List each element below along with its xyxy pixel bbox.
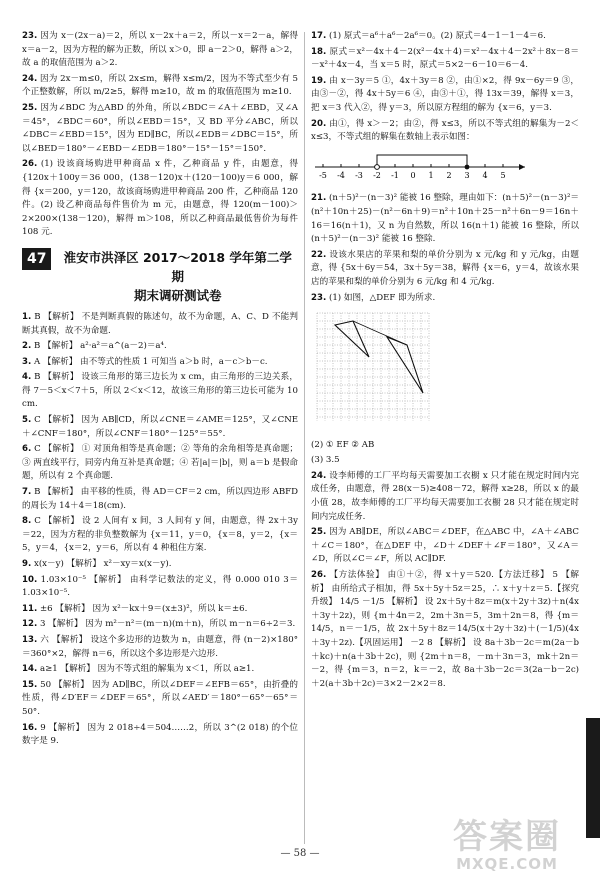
answer-item	[22, 311, 298, 338]
triangle-grid	[311, 309, 461, 429]
item-number: 24.	[311, 470, 327, 481]
answer-item	[22, 618, 298, 632]
answer-item	[311, 249, 579, 290]
item-text: 设该水果店的苹果和梨的单价分别为 x 元/kg 和 y 元/kg，由题意，得 {5x＋6y＝54，3x＋5y＝38，解得 {x＝6，y＝4，故该水果店的苹果和梨的单价分别为 6 元/kg 和 4 元/kg.	[311, 249, 579, 287]
watermark-main: 答案圈	[453, 817, 561, 857]
item-number: 25.	[22, 102, 38, 113]
item-text: (1) 如图，△DEF 即为所求.	[328, 292, 436, 303]
triangle-abc	[335, 321, 369, 357]
item-number: 14.	[22, 664, 38, 675]
item-number: 2.	[22, 341, 32, 352]
item-text: 设李师傅的工厂平均每天需要加工衣橱 x 只才能在规定时间内完成任务，由题意，得 28(x－5)≥408－72，解得 x≥28，所以 x 的最小值 28，故李师傅的工厂平均每天需要加工衣橱 28 只才能在规定时间内完成任务.	[311, 470, 579, 522]
item-text: C 【解析】 ① 对顶角相等是真命题；② 等角的余角相等是真命题；③ 两直线平行，同旁内角互补是真命题；④ 若|a|＝|b|，则 a＝b 是假命题，所以有 2 个真命题.	[22, 444, 298, 482]
item-text: 因为 AB∥DE，所以∠ABC＝∠DEF，在△ABC 中，∠A＋∠ABC＋∠C＝180°，在△DEF 中，∠D＋∠DEF＋∠F＝180°，又∠A＝∠D，所以∠C＝∠F，所以 AC∥DF.	[311, 527, 580, 565]
item-number: 15.	[22, 679, 38, 690]
answer-item	[22, 340, 298, 354]
item-text: 50 【解析】 因为 AD∥BC，所以∠DEF＝∠EFB＝65°，由折叠的性质，得∠D′EF＝∠DEF＝65°，所以∠AED′＝180°－65°－65°＝50°.	[22, 679, 298, 717]
item-number: 19.	[311, 75, 327, 86]
item-text: A 【解析】 由不等式的性质 1 可知当 a＞b 时，a－c＞b－c.	[33, 356, 268, 367]
item-number: 7.	[22, 487, 32, 498]
right-items-a	[311, 30, 579, 145]
item-text: 因为 2x－m≤0，所以 2x≤m，解得 x≤m/2，因为不等式至少有 5 个正整数解，所以 m/2≥5，解得 m≥10，故 m 的取值范围为 m≥10.	[22, 73, 298, 98]
item-number: 26.	[22, 159, 38, 170]
item-number: 21.	[311, 193, 327, 204]
section-number: 47	[22, 248, 51, 270]
tick-label: -4	[337, 170, 345, 180]
number-line-figure	[311, 149, 579, 189]
answer-item	[311, 569, 579, 691]
item-number: 25.	[311, 527, 327, 538]
item-number: 4.	[22, 372, 32, 383]
item-number: 17.	[311, 31, 327, 41]
section-title-line2: 期末调研测试卷	[133, 287, 222, 303]
item-text: a≥1 【解析】 因为不等式组的解集为 x＜1，所以 a≥1.	[39, 664, 255, 675]
item-number: 1.	[22, 311, 32, 322]
answer-item	[22, 634, 298, 661]
tick-label: 2	[446, 170, 452, 180]
answer-item	[311, 118, 579, 145]
tick-label: 1	[428, 170, 434, 180]
answer-item	[22, 414, 298, 441]
number-line	[311, 149, 531, 183]
item-text: (2) ① EF ② AB	[311, 439, 375, 450]
item-number: 22.	[311, 249, 327, 260]
item-text: (n＋5)²－(n－3)² 能被 16 整除，理由如下：(n＋5)²－(n－3)²＝(n²＋10n＋25)－(n²－6n＋9)＝n²＋10n＋25－n²＋6n－9＝16n＋16＝16(n＋1)，又 n 为自然数，所以 16(n＋1) 能被 16 整除，所以 (n＋5)²－(n－3)² 能被 16 整除.	[311, 193, 579, 245]
open-endpoint	[375, 164, 380, 169]
column-divider	[304, 32, 305, 844]
item-number: 10.	[22, 574, 38, 585]
item-text: C 【解析】 设 2 人间有 x 间，3 人间有 y 间，由题意，得 2x＋3y＝22，因为方程的非负整数解为 {x＝11，y＝0，{x＝8，y＝2，{x＝5，y＝4，{x＝2，y＝6，所以有 4 种租住方案.	[22, 516, 299, 554]
item-number: 23.	[311, 292, 327, 303]
answer-item	[311, 75, 579, 116]
item-number: 18.	[311, 46, 327, 57]
item-text: 因为 x－(2x－a)＝2，所以 x－2x＋a＝2，所以－x＝2－a，解得 x＝a－2，因为方程的解为正数，所以 x＞0，即 a－2＞0，解得 a＞2，故 a 的取值范围为 a＞2.	[22, 31, 298, 69]
answer-item	[22, 30, 298, 71]
item-text: 因为∠BDC 为△ABD 的外角，所以∠BDC＝∠A＋∠EBD，又∠A＝45°，∠BDC＝60°，所以∠EBD＝15°，又 BD 平分∠ABC，所以∠DBC＝∠EBD＝15°，因为 ED∥BC，所以∠EDB＝∠DBC＝15°，所以∠BED＝180°－∠EBD－∠EDB＝180°－15°－15°＝150°.	[22, 102, 298, 154]
answer-item	[22, 558, 298, 572]
left-column	[22, 30, 298, 751]
item-number: 11.	[22, 603, 38, 614]
closed-endpoint	[465, 164, 470, 169]
watermark-logo	[432, 818, 582, 874]
item-text: 原式＝x²－4x＋4－2(x²－4x＋4)＝x²－4x＋4－2x²＋8x－8＝－x²＋4x－4，当 x＝5 时，原式＝5×2－6－10＝6－4.	[311, 46, 580, 71]
axis-arrow	[519, 164, 525, 170]
item-number: 3.	[22, 356, 32, 367]
page-number: — 58 —	[280, 848, 320, 859]
right-items-c	[311, 439, 579, 692]
tick-label: 0	[410, 170, 416, 180]
answer-item	[311, 30, 579, 44]
item-text: 1.03×10⁻⁵ 【解析】 由科学记数法的定义，得 0.000 010 3＝1.03×10⁻⁵.	[22, 574, 298, 599]
answer-item	[22, 603, 298, 617]
item-text: 由①，得 x＞－2；由②，得 x≤3，所以不等式组的解集为－2＜x≤3，不等式组的解集在数轴上表示如图：	[311, 118, 580, 143]
item-text: B 【解析】 设该三角形的第三边长为 x cm，由三角形的三边关系，得 7－5＜x＜7＋5，所以 2＜x＜12，故该三角形的第三边长可能为 10 cm.	[22, 372, 298, 410]
answer-item	[311, 470, 579, 524]
item-text: 【方法体验】 由①＋②，得 x＋y＝520.【方法迁移】 5 【解析】 由所给式子相加，得 5x＋5y＋5z＝25，∴ x＋y＋z＝5.【探究升级】 14/5 －1/5 【解析】 设 2x＋5y＋8z＝m(x＋2y＋3z)＋n(4x＋3y＋2z)，则 {m＋4n＝2，2m＋3n＝5，3m＋2n＝8，得 {m＝14/5，n＝－1/5，故 2x＋5y＋8z＝14/5(x＋2y＋3z)＋(－1/5)(4x＋3y＋2z).【巩固运用】 －2 8 【解析】 设 8a＋3b－2c＝m(2a－b＋kc)＋n(a＋3b＋2c)，则 {2m＋n＝8，－m＋3n＝3，mk＋2n＝－2，得 {m＝3，n＝2，k＝－2，故 8a＋3b－2c＝3(2a－b－2c)＋2(a＋3b＋2c)＝3×2－2×2＝8.	[311, 570, 580, 689]
tick-label: -3	[355, 170, 363, 180]
grid-figure	[311, 309, 579, 435]
translation-line	[353, 321, 407, 345]
item-text: 9 【解析】 因为 2 018÷4＝504……2，所以 3^(2 018) 的个位数字是 9.	[22, 722, 298, 747]
item-text: 由 x－3y＝5 ①，4x＋3y＝8 ②，由①×2，得 9x－6y＝9 ③，由③－②，得 4x＋5y＝6 ④，由③＋①，得 13x＝39，解得 x＝3，把 x＝3 代入②，得 y＝3，所以原方程组的解为 {x＝6，y＝3.	[311, 75, 579, 113]
answer-item	[22, 443, 298, 484]
tick-label: -5	[319, 170, 327, 180]
item-number: 20.	[311, 118, 327, 129]
answer-item	[311, 526, 579, 567]
item-text: (1) 原式＝a⁶＋a⁶－2a⁶＝0。(2) 原式＝4－1－1－4＝6.	[328, 31, 546, 41]
item-number: 9.	[22, 559, 32, 569]
answer-item	[22, 356, 298, 370]
left-top-items	[22, 30, 298, 240]
answer-item	[22, 722, 298, 749]
triangle-def	[387, 337, 423, 393]
answer-item	[22, 663, 298, 677]
item-number: 26.	[311, 570, 327, 581]
answer-item	[311, 46, 579, 73]
side-tab	[586, 718, 600, 838]
answer-item	[22, 73, 298, 100]
answer-item	[311, 192, 579, 246]
section-title-line1: 淮安市洪泽区 2017～2018 学年第二学期	[63, 249, 292, 284]
tick-label: 5	[500, 170, 506, 180]
answer-item	[22, 515, 298, 556]
item-number: 13.	[22, 634, 38, 645]
answer-item	[22, 102, 298, 156]
answer-item	[22, 486, 298, 513]
answer-item	[22, 158, 298, 240]
item-number: 12.	[22, 619, 38, 630]
answer-item	[311, 292, 579, 306]
item-text: (1) 设该商场购进甲种商品 x 件，乙种商品 y 件，由题意，得 {120x＋100y＝36 000，(138－120)x＋(120－100)y＝6 000，解得 {x＝200，y＝120，故该商场购进甲种商品 200 件，乙种商品 120 件。(2) 设乙种商品每件售价为 m 元，由题意，得 120(m－100)＞2×200×(138－120)，解得 m＞108，所以乙种商品最低售价为每件 108 元.	[22, 159, 298, 238]
solution-range	[377, 155, 467, 167]
item-number: 23.	[22, 31, 38, 41]
answer-item	[311, 454, 579, 468]
right-column	[311, 30, 579, 693]
left-bottom-items	[22, 311, 298, 749]
answer-item	[311, 439, 579, 453]
item-text: B 【解析】 由平移的性质，得 AD＝CF＝2 cm，所以四边形 ABFD 的周长为 14＋4＝18(cm).	[22, 487, 298, 511]
item-text: 六 【解析】 设这个多边形的边数为 n，由题意，得 (n－2)×180°＝360°×2，解得 n＝6，所以这个多边形是六边形.	[22, 634, 299, 659]
answer-item	[22, 371, 298, 412]
tick-label: -2	[373, 170, 381, 180]
tick-label: 3	[464, 170, 470, 180]
watermark-url: MXQE.COM	[456, 855, 558, 873]
item-text: ±6 【解析】 因为 x²－kx＋9＝(x±3)²，所以 k＝±6.	[39, 603, 248, 614]
item-text: B 【解析】 a²·a²＝a^(a－2)＝a⁴.	[33, 341, 167, 352]
item-text: B 【解析】 不是判断真假的陈述句，故不为命题，A、C、D 不能判断其真假，故不为命题.	[22, 311, 299, 336]
item-number: 24.	[22, 73, 38, 84]
right-items-b	[311, 192, 579, 305]
tick-label: -1	[391, 170, 399, 180]
item-text: (3) 3.5	[311, 455, 340, 466]
section-header	[22, 248, 298, 305]
item-text: x(x－y) 【解析】 x²－xy＝x(x－y).	[33, 559, 172, 569]
section-title	[57, 248, 298, 305]
answer-item	[22, 574, 298, 601]
item-number: 8.	[22, 516, 32, 527]
item-text: C 【解析】 因为 AB∥CD，所以∠CNE＝∠AME＝125°，又∠CNE＋∠CNF＝180°，所以∠CNF＝180°－125°＝55°.	[22, 415, 298, 439]
item-number: 5.	[22, 415, 32, 426]
item-number: 16.	[22, 722, 38, 733]
item-number: 6.	[22, 444, 32, 455]
answer-item	[22, 679, 298, 720]
item-text: 3 【解析】 因为 m²－n²＝(m－n)(m＋n)，所以 m－n＝6÷2＝3.	[39, 619, 296, 630]
tick-label: 4	[482, 170, 488, 180]
